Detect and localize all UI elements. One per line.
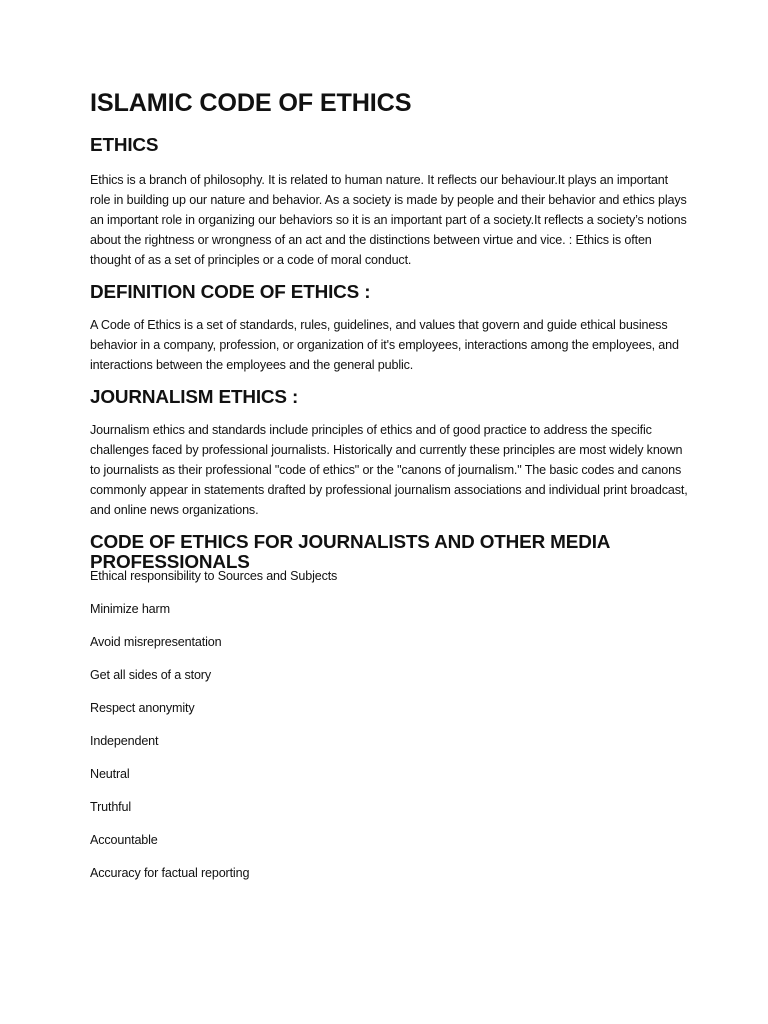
list-item: Avoid misrepresentation [90, 635, 222, 649]
section-body-journalism: Journalism ethics and standards include principles of ethics and of good practice to address the specific challenges faced by professional journalists. Historically and currently these principles are most widely known to journalists as their professional "code of ethics" or the "canons of journalism." The basic codes and canons commonly appear in statements drafted by professional journalism associations and individual print broadcast, and online news organizations. [90, 423, 688, 517]
section-body-ethics: Ethics is a branch of philosophy. It is related to human nature. It reflects our behaviour.It plays an important role in building up our nature and behavior. As a society is made by people and their behavior and ethics plays an important role in organizing our behaviors so it is an important part of a society.It reflects a society’s notions about the rightness or wrongness of an act and the distinctions between virtue and vice. : Ethics is often thought of as a set of principles or a code of moral conduct. [90, 173, 687, 267]
list-item: Ethical responsibility to Sources and Subjects [90, 569, 338, 583]
media-code-list [90, 566, 690, 896]
list-item: Truthful [90, 800, 132, 814]
section-body-definition: A Code of Ethics is a set of standards, rules, guidelines, and values that govern and guide ethical business behavior in a company, profession, or organization of it's employees, interactions among the employees, and interactions between the employees and the general public. [90, 318, 679, 372]
list-item: Get all sides of a story [90, 668, 211, 682]
section-heading-media-code: CODE OF ETHICS FOR JOURNALISTS AND OTHER MEDIA PROFESSIONALS [90, 532, 610, 573]
list-item: Independent [90, 734, 159, 748]
list-item: Respect anonymity [90, 701, 195, 715]
section-heading-ethics: ETHICS [90, 135, 159, 156]
section-heading-definition: DEFINITION CODE OF ETHICS : [90, 282, 371, 303]
document-page [90, 89, 690, 896]
list-item: Accuracy for factual reporting [90, 866, 250, 880]
list-item: Minimize harm [90, 602, 170, 616]
list-item: Neutral [90, 767, 130, 781]
section-heading-journalism: JOURNALISM ETHICS : [90, 387, 299, 408]
list-item: Accountable [90, 833, 158, 847]
document-title: ISLAMIC CODE OF ETHICS [90, 89, 412, 117]
